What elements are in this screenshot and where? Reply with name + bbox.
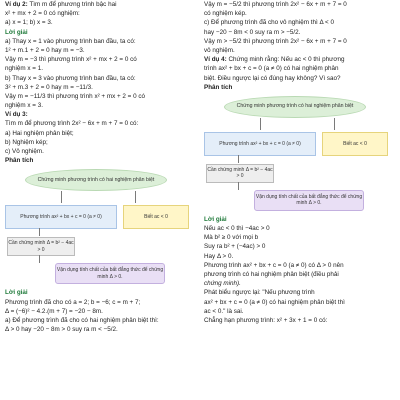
text-line: hay −20 − 8m < 0 suy ra m > −5/2. xyxy=(204,28,301,36)
diagram-arrow xyxy=(238,182,239,190)
diagram-arrow xyxy=(61,191,62,203)
diagram-arrow xyxy=(260,118,261,130)
text-line: Lời giải xyxy=(5,28,28,36)
left-column xyxy=(5,0,195,334)
text-line: Chẳng hạn phương trình: x² + 3x + 1 = 0 có: xyxy=(204,316,328,324)
text-line: phương trình có hai nghiệm phân biệt (điều phải xyxy=(204,271,339,278)
text-line: Nếu ac < 0 thì −4ac > 0 xyxy=(204,225,270,233)
right-text-block-a xyxy=(204,0,396,92)
diagram-arrow xyxy=(135,191,136,203)
text-line: c) Vô nghiệm. xyxy=(5,148,44,155)
diagram-arrow xyxy=(334,118,335,130)
text-line: Suy ra b² + (−4ac) > 0 xyxy=(204,243,266,251)
example-label: Ví dụ 3: xyxy=(5,111,28,119)
text-line: a) Hai nghiệm phân biệt; xyxy=(5,129,74,137)
diagram-equation-box: Phương trình ax² + bx + c = 0 (a ≠ 0) xyxy=(5,205,117,229)
text-line: Vậy m = −11/3 thì phương trình x² + mx + 2 = 0 có xyxy=(5,92,146,100)
text-line: c) Để phương trình đã cho vô nghiệm thì Δ < 0 xyxy=(204,19,334,27)
text-line: b) Thay x = 3 vào phương trình ban đầu, ta có: xyxy=(5,74,136,82)
diagram-goal-ellipse: Chứng minh phương trình có hai nghiệm phân biệt xyxy=(224,96,366,118)
text-line: Mà b² ≥ 0 với mọi b xyxy=(204,234,259,242)
text-line: Δ = (−6)² − 4.2.(m + 7) = −20 − 8m. xyxy=(5,307,103,315)
text-line: Lời giải xyxy=(5,289,28,297)
diagram-apply-box: Vận dụng tính chất của bất đẳng thức để chứng minh Δ > 0. xyxy=(254,190,364,211)
text-line: Ví dụ 4: Chứng minh rằng: Nếu ac < 0 thì phương xyxy=(204,56,345,64)
text-line: có nghiệm kép. xyxy=(204,10,247,18)
text-line: a) Để phương trình đã cho có hai nghiệm phân biệt thì: xyxy=(5,316,159,324)
text-line: Δ > 0 hay −20 − 8m > 0 suy ra m < −5/2. xyxy=(5,326,118,334)
text-line: Vậy m = −3 thì phương trình x² + mx + 2 = 0 có xyxy=(5,56,137,64)
diagram-arrow xyxy=(39,228,40,236)
analysis-diagram-right xyxy=(204,94,390,212)
diagram-arrow xyxy=(39,255,40,263)
text-line: Lời giải xyxy=(204,215,227,223)
text-line: biệt. Điều ngược lại có đúng hay không? Vì sao? xyxy=(204,74,341,82)
diagram-condition-box: Biết ac < 0 xyxy=(123,205,189,229)
text-line: 1² + m.1 + 2 = 0 hay m = −3. xyxy=(5,46,85,54)
diagram-arrow xyxy=(238,155,239,163)
text-line: Vậy m = −5/2 thì phương trình 2x² − 6x + m + 7 = 0 xyxy=(204,1,347,8)
text-line: 3² + m.3 + 2 = 0 hay m = −11/3. xyxy=(5,83,93,91)
text-line: Phương trình ax² + bx + c = 0 (a ≠ 0) có Δ > 0 nên xyxy=(204,261,344,269)
diagram-equation-box: Phương trình ax² + bx + c = 0 (a ≠ 0) xyxy=(204,132,316,156)
text-line: Tìm m để phương trình 2x² − 6x + m + 7 = 0 có: xyxy=(5,120,139,128)
text-line: Phân tích xyxy=(204,83,233,91)
text-line: a) x = 1; b) x = 3. xyxy=(5,19,53,27)
example-label: Ví dụ 4: xyxy=(204,56,227,64)
text-line: nghiệm x = 3. xyxy=(5,102,43,110)
diagram-condition-box: Biết ac < 0 xyxy=(322,132,388,156)
diagram-need-prove-box: Cần chứng minh Δ = b² − 4ac > 0 xyxy=(7,237,75,256)
analysis-diagram-left xyxy=(5,167,191,285)
diagram-apply-box: Vận dụng tính chất của bất đẳng thức để chứng minh Δ > 0. xyxy=(55,263,165,284)
text-line: Vậy m > −5/2 thì phương trình 2x² − 6x + m + 7 = 0 xyxy=(204,37,347,45)
left-text-block-a xyxy=(5,0,195,165)
text-line: Hay Δ > 0. xyxy=(204,252,234,260)
text-line: x² + mx + 2 = 0 có nghiệm: xyxy=(5,10,80,18)
text-line: trình ax² + bx + c = 0 (a ≠ 0) có hai nghiệm phân xyxy=(204,65,339,73)
text-line: Phương trình đã cho có a = 2; b = −6; c = m + 7; xyxy=(5,298,141,306)
text-line: Ví dụ 2: Tìm m để phương trình bậc hai xyxy=(5,1,117,8)
text-line: nghiệm x = 1. xyxy=(5,65,43,73)
text-line: ac < 0." là sai. xyxy=(204,307,244,315)
text-line: chứng minh). xyxy=(204,280,241,288)
example-label: Ví dụ 2: xyxy=(5,1,28,8)
text-line: a) Thay x = 1 vào phương trình ban đầu, ta có: xyxy=(5,37,136,45)
text-line: b) Nghiệm kép; xyxy=(5,138,48,146)
text-line xyxy=(5,110,195,119)
text-line: vô nghiệm. xyxy=(204,46,235,54)
text-line: Phân tích xyxy=(5,157,34,165)
left-text-block-b xyxy=(5,288,195,334)
text-line: ax² + bx + c = 0 (a ≠ 0) có hai nghiệm phân biệt thì xyxy=(204,298,345,306)
diagram-need-prove-box: Cần chứng minh Δ = b² − 4ac > 0 xyxy=(206,164,274,183)
diagram-goal-ellipse: Chứng minh phương trình có hai nghiệm phân biệt xyxy=(25,169,167,191)
right-text-block-b xyxy=(204,215,396,325)
right-column xyxy=(204,0,396,325)
text-line: Phát biểu ngược lại: "Nếu phương trình xyxy=(204,289,315,297)
